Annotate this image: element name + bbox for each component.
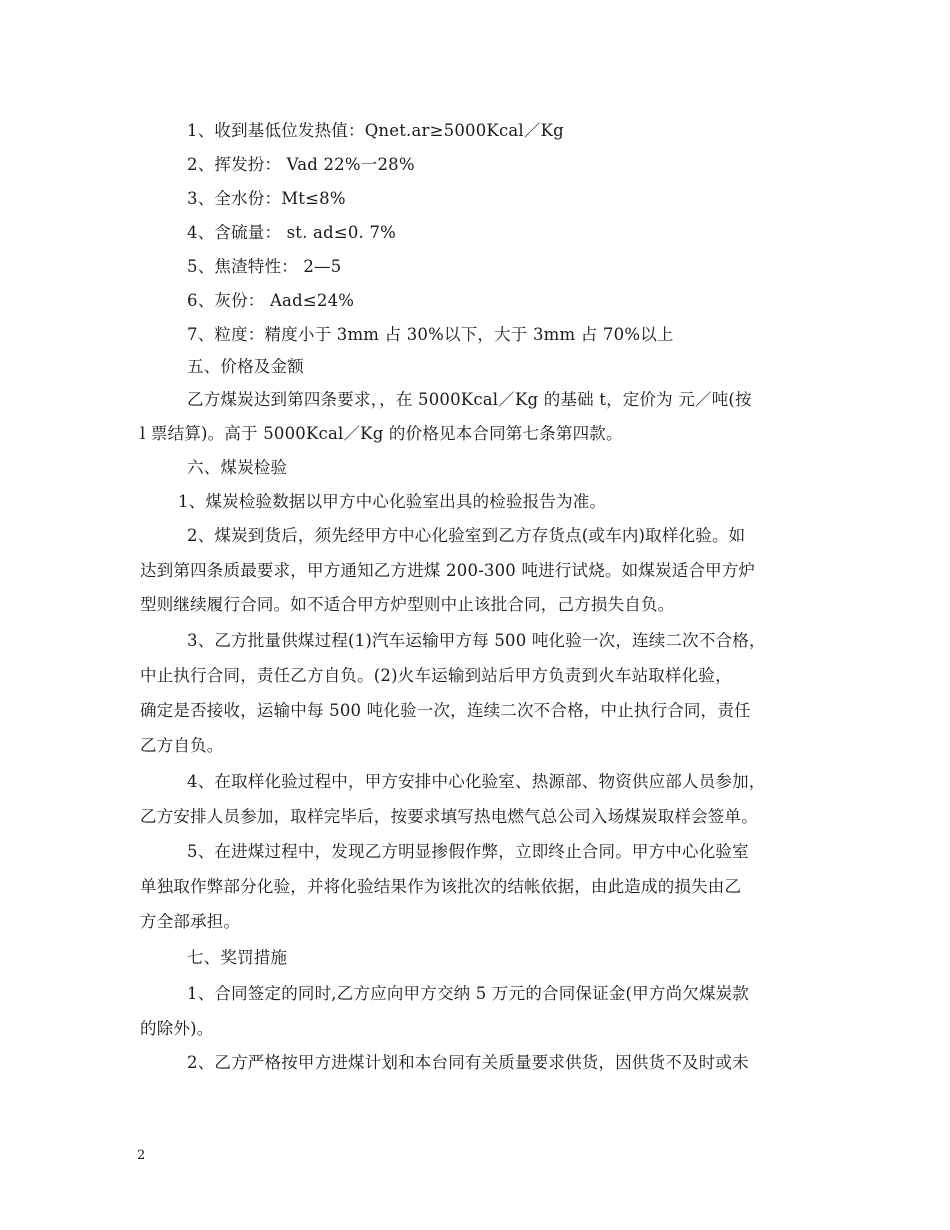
paragraph-line: 的除外)。	[140, 1019, 214, 1038]
spec-sulfur: 4、含硫量： st. ad≤0. 7%	[187, 223, 397, 242]
page-number: 2	[137, 1148, 146, 1163]
paragraph-line: 5、在进煤过程中，发现乙方明显掺假作弊，立即终止合同。甲方中心化验室	[187, 842, 749, 861]
section-heading-inspection: 六、煤炭检验	[187, 458, 288, 477]
paragraph-line: 1、煤炭检验数据以甲方中心化验室出具的检验报告为准。	[178, 492, 607, 511]
spec-moisture: 3、全水份：Mt≤8%	[187, 189, 346, 208]
paragraph-line: 中止执行合同，责任乙方自负。(2)火车运输到站后甲方负责到火车站取样化验，	[140, 666, 732, 685]
spec-volatile: 2、挥发扮： Vad 22%一28%	[187, 155, 415, 174]
spec-coking: 5、焦渣特性： 2—5	[187, 257, 342, 276]
paragraph-line: 确定是否接收，运输中每 500 吨化验一次，连续二次不合格，中止执行合同，责任	[140, 701, 751, 720]
spec-calorific-value: 1、收到基低位发热值：Qnet.ar≥5000Kcal／Kg	[187, 121, 564, 140]
paragraph-line: l 票结算)。高于 5000Kcal／Kg 的价格见本合同第七条第四款。	[140, 424, 623, 443]
paragraph-line: 2、煤炭到货后，须先经甲方中心化验室到乙方存货点(或车内)取样化验。如	[187, 526, 746, 545]
section-heading-price: 五、价格及金额	[187, 357, 304, 376]
paragraph-line: 4、在取样化验过程中，甲方安排中心化验室、热源部、物资供应部人员参加，	[187, 772, 766, 791]
paragraph-line: 型则继续履行合同。如不适合甲方炉型则中止该批合同，己方损失自负。	[140, 595, 675, 614]
spec-ash: 6、灰份： Aad≤24%	[187, 291, 355, 310]
paragraph-line: 单独取作弊部分化验，并将化验结果作为该批次的结帐依据，由此造成的损失由乙	[140, 877, 742, 896]
paragraph-line: 方全部承担。	[140, 912, 241, 931]
spec-granularity: 7、粒度：精度小于 3mm 占 30%以下，大于 3mm 占 70%以上	[187, 325, 674, 344]
paragraph-line: 达到第四条质最要求，甲方通知乙方进煤 200-300 吨进行试烧。如煤炭适合甲方炉	[140, 561, 756, 580]
paragraph-line: 乙方煤炭达到第四条要求，，在 5000Kcal／Kg 的基础 t，定价为 元／吨(按	[187, 390, 752, 409]
paragraph-line: 乙方安排人员参加，取样完毕后，按要求填写热电燃气总公司入场煤炭取样会签单。	[140, 807, 758, 826]
paragraph-line: 乙方自负。	[140, 736, 224, 755]
section-heading-rewards: 七、奖罚措施	[187, 948, 288, 967]
paragraph-line: 1、合同签定的同时,乙方应向甲方交纳 5 万元的合同保证金(甲方尚欠煤炭款	[187, 984, 750, 1003]
paragraph-line: 3、乙方批量供煤过程(1)汽车运输甲方每 500 吨化验一次，连续二次不合格，	[187, 631, 766, 650]
paragraph-line: 2、乙方严格按甲方进煤计划和本台同有关质量要求供货，因供货不及时或未	[187, 1053, 749, 1072]
